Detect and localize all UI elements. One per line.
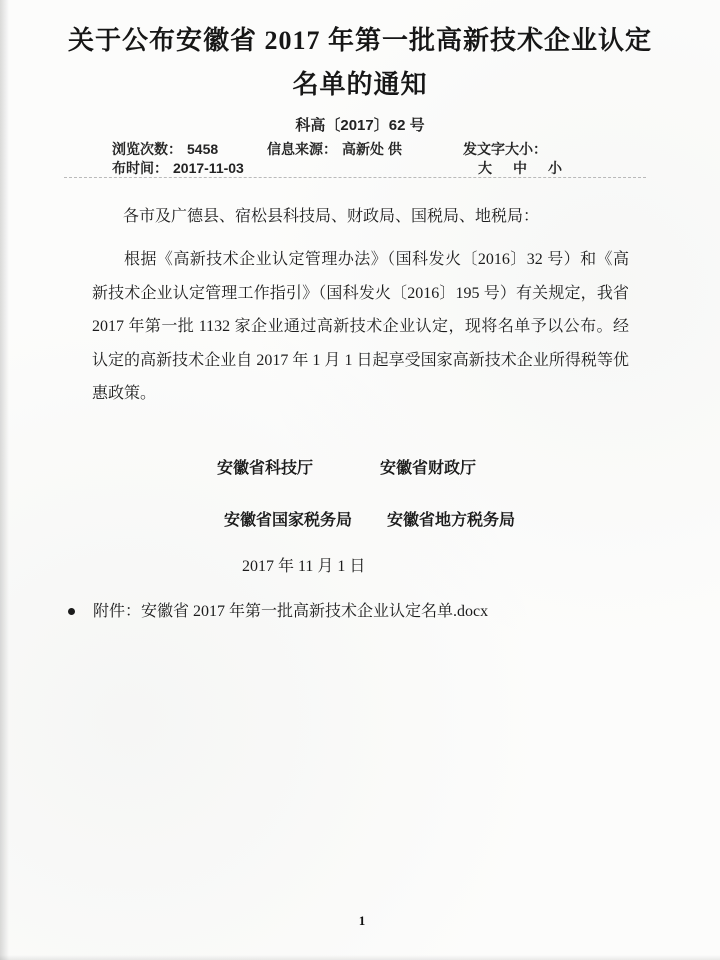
signer-finance-dept: 安徽省财政厅: [380, 460, 477, 477]
font-size-label: 发文字大小：: [463, 141, 547, 157]
issue-date: 2017 年 11 月 1 日: [242, 558, 366, 575]
font-size-controls: [478, 160, 562, 176]
font-size-option-medium[interactable]: 中: [513, 160, 527, 176]
signer-science-dept: 安徽省科技厅: [217, 460, 314, 477]
document-title-line1: 关于公布安徽省 2017 年第一批高新技术企业认定: [67, 26, 652, 55]
signer-state-tax-bureau: 安徽省国家税务局: [224, 512, 353, 529]
page-number: 1: [358, 913, 366, 928]
views-value: 5458: [187, 141, 219, 157]
attachment-link[interactable]: 附件：安徽省 2017 年第一批高新技术企业认定名单.docx: [93, 603, 489, 620]
salutation: 各市及广德县、宿松县科技局、财政局、国税局、地税局：: [123, 208, 540, 225]
scan-edge-bottom: [0, 955, 720, 960]
font-size-option-large[interactable]: 大: [478, 160, 492, 176]
font-size-option-small[interactable]: 小: [548, 160, 562, 176]
body-paragraph: 根据《高新技术企业认定管理办法》（国科发火〔2016〕32 号）和《高新技术企业认定管理工作指引》（国科发火〔2016〕195 号）有关规定，我省 2017 年第一批 1132 家企业通过高新技术企业认定，现将名单予以公布。经认定的高新技术企业自 2017 年 1 月 1 日起享受国家高新技术企业所得税等优惠政策。: [92, 251, 629, 402]
views-label: 浏览次数：: [112, 141, 182, 157]
attachment-item: [64, 598, 488, 621]
document-title: [0, 19, 720, 107]
publish-time-label: 布时间：: [112, 160, 168, 176]
publish-time-value: 2017-11-03: [173, 160, 244, 176]
info-source-label: 信息来源：: [267, 141, 337, 157]
bullet-icon: [68, 608, 75, 615]
scan-edge-left: [0, 0, 9, 960]
signer-local-tax-bureau: 安徽省地方税务局: [387, 512, 516, 529]
info-source-value: 高新处 供: [342, 141, 402, 157]
views-count: [112, 141, 218, 157]
publish-time: [112, 160, 244, 176]
doc-number: 科高〔2017〕62 号: [295, 117, 425, 134]
separator-line: [64, 177, 646, 178]
document-title-line2: 名单的通知: [292, 70, 428, 99]
info-source: [267, 141, 402, 157]
